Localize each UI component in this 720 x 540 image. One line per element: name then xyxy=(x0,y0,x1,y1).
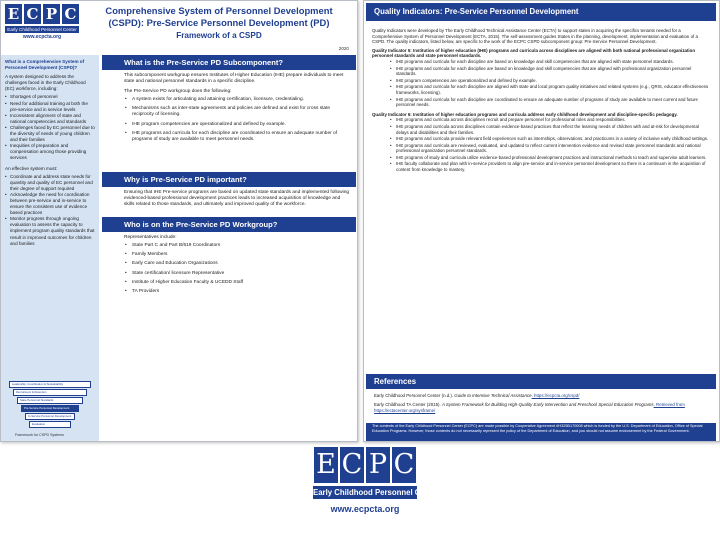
logo-url: www.ecpcta.org xyxy=(22,34,62,40)
list-item: • IHE programs and curricula are reviewed, evaluated, and updated to reflect current intervention evidence and revised state personnel standards and national professional organization personnel standards. xyxy=(396,143,712,154)
logo-letter: P xyxy=(366,447,390,483)
list-item: • Inequities of preparation and compensation among those providing services xyxy=(5,143,95,161)
list-item: • State certification/ licensure Representative xyxy=(132,271,350,277)
page-title xyxy=(87,5,351,29)
effective-intro: An effective system must: xyxy=(5,165,58,171)
list-item: • Coordinate and address state needs for quantity and quality of EC personnel and their degree of support required xyxy=(5,174,95,192)
page-header xyxy=(1,1,357,55)
list-item: • IHE programs of study and curricula utilize evidence-based professional development practices and instructional methods to teach and supervise adult learners. xyxy=(396,155,712,161)
challenge-list xyxy=(5,94,95,161)
logo-letter: C xyxy=(340,447,364,483)
list-item: • TA Providers xyxy=(132,289,350,295)
who-list xyxy=(102,241,356,302)
list-item: • Need for additional training at both the pre-service and in service levels xyxy=(5,101,95,113)
ecpc-logo-small xyxy=(5,4,81,50)
cspd-sidebar xyxy=(1,55,99,441)
list-item: • IHE programs and curricula provide relevant field experiences such as internships, observations, and practicums in a variety of inclusive early childhood settings. xyxy=(396,136,712,142)
references-heading: References xyxy=(366,374,716,389)
list-item: • IHE programs and curricula for each discipline are aligned with state and local program quality initiatives and related systems (e.g., QRIS, educator effectiveness frameworks, licensing). xyxy=(396,84,712,95)
section-heading-why: Why is Pre-Service PD important? xyxy=(102,172,356,187)
page-subtitle: Framework of a CSPD xyxy=(176,31,262,40)
logo-letter: P xyxy=(43,4,60,24)
list-item: • IHE programs and curricula across disciplines recruit and prepare personnel for professional roles and responsibilities. xyxy=(396,117,712,123)
list-item: • IHE program competencies are operationalized and defined by example. xyxy=(396,78,712,84)
sidebar-heading: What is a Comprehensive System of Personnel Development (CSPD)? xyxy=(5,59,85,71)
list-item: • IHE programs and curricula for each discipline are coordinated to ensure an adequate number of programs of study are available to meet personnel needs. xyxy=(132,131,350,144)
reference-1 xyxy=(374,393,710,399)
funding-disclaimer: The contents of the Early Childhood Personnel Center (ECPC) are made possible by Cooperative Agreement #H325B170008 which is funded by the U.S. Department of Education, Office of Special Education Programs. However, those contents do not necessarily represent the policy of the Department of Education, and you should not assume endorsement by the Federal Government. xyxy=(366,423,716,441)
logo-subtitle: Early Childhood Personnel Center xyxy=(5,26,79,33)
logo-subtitle: Early Childhood Personnel Center xyxy=(313,488,440,497)
reference-link[interactable]: . Retrieved from https://ectacenter.org/sysframe/ xyxy=(374,401,685,413)
who-intro: Representatives include: xyxy=(124,234,177,240)
quality-indicators-heading: Quality Indicators: Pre-Service Personnel Development xyxy=(366,3,716,21)
list-item: • Family Members xyxy=(132,252,350,258)
pyramid-level: State Personnel Standards xyxy=(17,397,83,404)
qi6-list xyxy=(372,117,712,172)
list-item: • State Part C and Part B/619 Coordinators xyxy=(132,243,350,249)
list-item: • Acknowledge the need for coordination between pre-service and in-service to ensure the consistent use of evidence based practices xyxy=(5,192,95,216)
quality-indicators-page xyxy=(363,0,720,442)
list-item: • Early Care and Education Organizations xyxy=(132,261,350,267)
section-heading-who: Who is on the Pre-Service PD Workgroup? xyxy=(102,217,356,232)
list-item: • Inconsistent alignment of state and national competencies and standards xyxy=(5,113,95,125)
why-text: Ensuring that IHE Pre-service programs are based on updated state standards and implemented following evidenced-based professional development practices leads to increased acquisition of knowledge and skills related to those standards, and ultimately and improved quality of the workforce. xyxy=(124,189,350,208)
list-item: • IHE programs and curricula for each discipline are based on knowledge and skill competencies that are aligned with professional organization personnel standards. xyxy=(396,66,712,77)
logo-letter: E xyxy=(314,447,338,483)
what-text: This subcomponent workgroup ensures Institutes of Higher Education (IHE) prepare individuals to meet state and national personnel standards in a specific discipline. xyxy=(124,73,344,85)
title-line-2: (CSPD): Pre-Service Personnel Development (PD) xyxy=(108,17,330,28)
pyramid-level: Evaluation xyxy=(29,421,71,428)
logo-letter: C xyxy=(392,447,416,483)
pyramid-level: Leadership, Coordination & Sustainability xyxy=(9,381,91,388)
references-list xyxy=(374,393,710,416)
reference-text: Early Childhood TA Center (2015). xyxy=(374,401,442,407)
cspd-framework-page xyxy=(0,0,358,442)
pyramid-level: In-Service Personnel Development xyxy=(25,413,75,420)
reference-text: Early Childhood Personnel Center (n.d.). xyxy=(374,393,455,398)
title-line-1: Comprehensive System of Personnel Development xyxy=(105,5,333,16)
qi5-label: Quality Indicator 5: Institution of higher education (IHE) programs and curricula across disciplines are aligned with both national professional organization personnel standards and state personnel standards. xyxy=(372,47,695,59)
logo-url: www.ecpcta.org xyxy=(330,504,400,514)
pyramid-caption: Framework for CSPD Systems xyxy=(15,433,64,437)
qi-intro: Quality Indicators were developed by The Early Childhood Technical Assistance Center (ECTA) to support states in acquiring the specifics tenants needed for a Comprehensive System of Personnel Development (ECTA, 2015). The self-assessment guides States in the planning, development, implementation and evaluation of a CSPD. The quality indicators, listed below, are specific to the work of the ECPC CSPD subcomponent group: Pre-Service Personnel Development. xyxy=(372,28,698,45)
section-heading-what: What is the Pre-Service PD Subcomponent? xyxy=(102,55,356,70)
reference-link[interactable]: . https://ecpcta.org/cspd/ xyxy=(531,393,580,398)
list-item: • Monitor progress through ongoing evaluation to assess the capacity to implement program quality standards that result in improved outcomes for children and families xyxy=(5,216,95,246)
list-item: • Mechanisms such as inter-state agreements and policies are defined and exist for cross state reciprocity of licensing. xyxy=(132,106,350,119)
qi6-label: Quality Indicator 6: Institution of higher education programs and curricula address early childhood development and discipline-specific pedagogy. xyxy=(372,111,678,117)
list-item: • Shortages of personnel xyxy=(5,94,95,100)
reference-2 xyxy=(374,402,710,414)
list-item: • Institute of Higher Education Faculty & UCEDD Staff xyxy=(132,280,350,286)
list-item: • A system exists for articulating and attaining certification, licensure, credentialing. xyxy=(132,97,350,103)
pyramid-level: Recruitment & Retention xyxy=(13,389,87,396)
logo-letter: C xyxy=(62,4,79,24)
list-item: • IHE programs and curricula for each discipline are coordinated to ensure an adequate number of programs of study are available to meet current and future personnel needs. xyxy=(396,97,712,108)
logo-letter: C xyxy=(24,4,41,24)
ecpc-logo xyxy=(313,447,440,537)
list-item: • IHE programs and curricula for each discipline are based on knowledge and skill competencies that are aligned with state personnel standards. xyxy=(396,59,712,65)
logo-letter: E xyxy=(5,4,22,24)
reference-title: Guide to Intensive Technical Assistance xyxy=(454,393,532,398)
main-content xyxy=(102,55,356,441)
effective-list xyxy=(5,174,95,247)
qi5-list xyxy=(372,59,712,108)
list-item: • IHE faculty collaborate and plan with in-service providers to align pre-service and in-service personnel development so there is a continuum in the acquisition of content from knowledge to mastery. xyxy=(396,161,712,172)
pyramid-level-highlight: Pre-Service Personnel Development xyxy=(21,405,79,412)
list-item: • IHE program competencies are operationalized and defined by example. xyxy=(132,122,350,128)
reference-title: A System Framework for Building High-Quality Early Intervention and Preschool Special Education Programs xyxy=(441,401,654,407)
sidebar-intro: A system designed to address the challenges faced in the Early Childhood (EC) workforce, including: xyxy=(5,74,86,92)
workgroup-intro: The Pre-Service PD workgroup does the following: xyxy=(124,88,232,94)
list-item: • IHE programs and curricula across disciplines contain evidence-based practices that reflect the learning needs of children with and at-risk for developmental delays and disabilities and their families. xyxy=(396,124,712,135)
list-item: • Challenges faced by EC personnel due to the diversity of needs of young children and their families xyxy=(5,125,95,143)
page-year: 2020 xyxy=(338,46,349,51)
quality-indicators-body xyxy=(372,28,712,177)
cspd-framework-pyramid xyxy=(9,381,91,429)
workgroup-list xyxy=(102,95,356,150)
